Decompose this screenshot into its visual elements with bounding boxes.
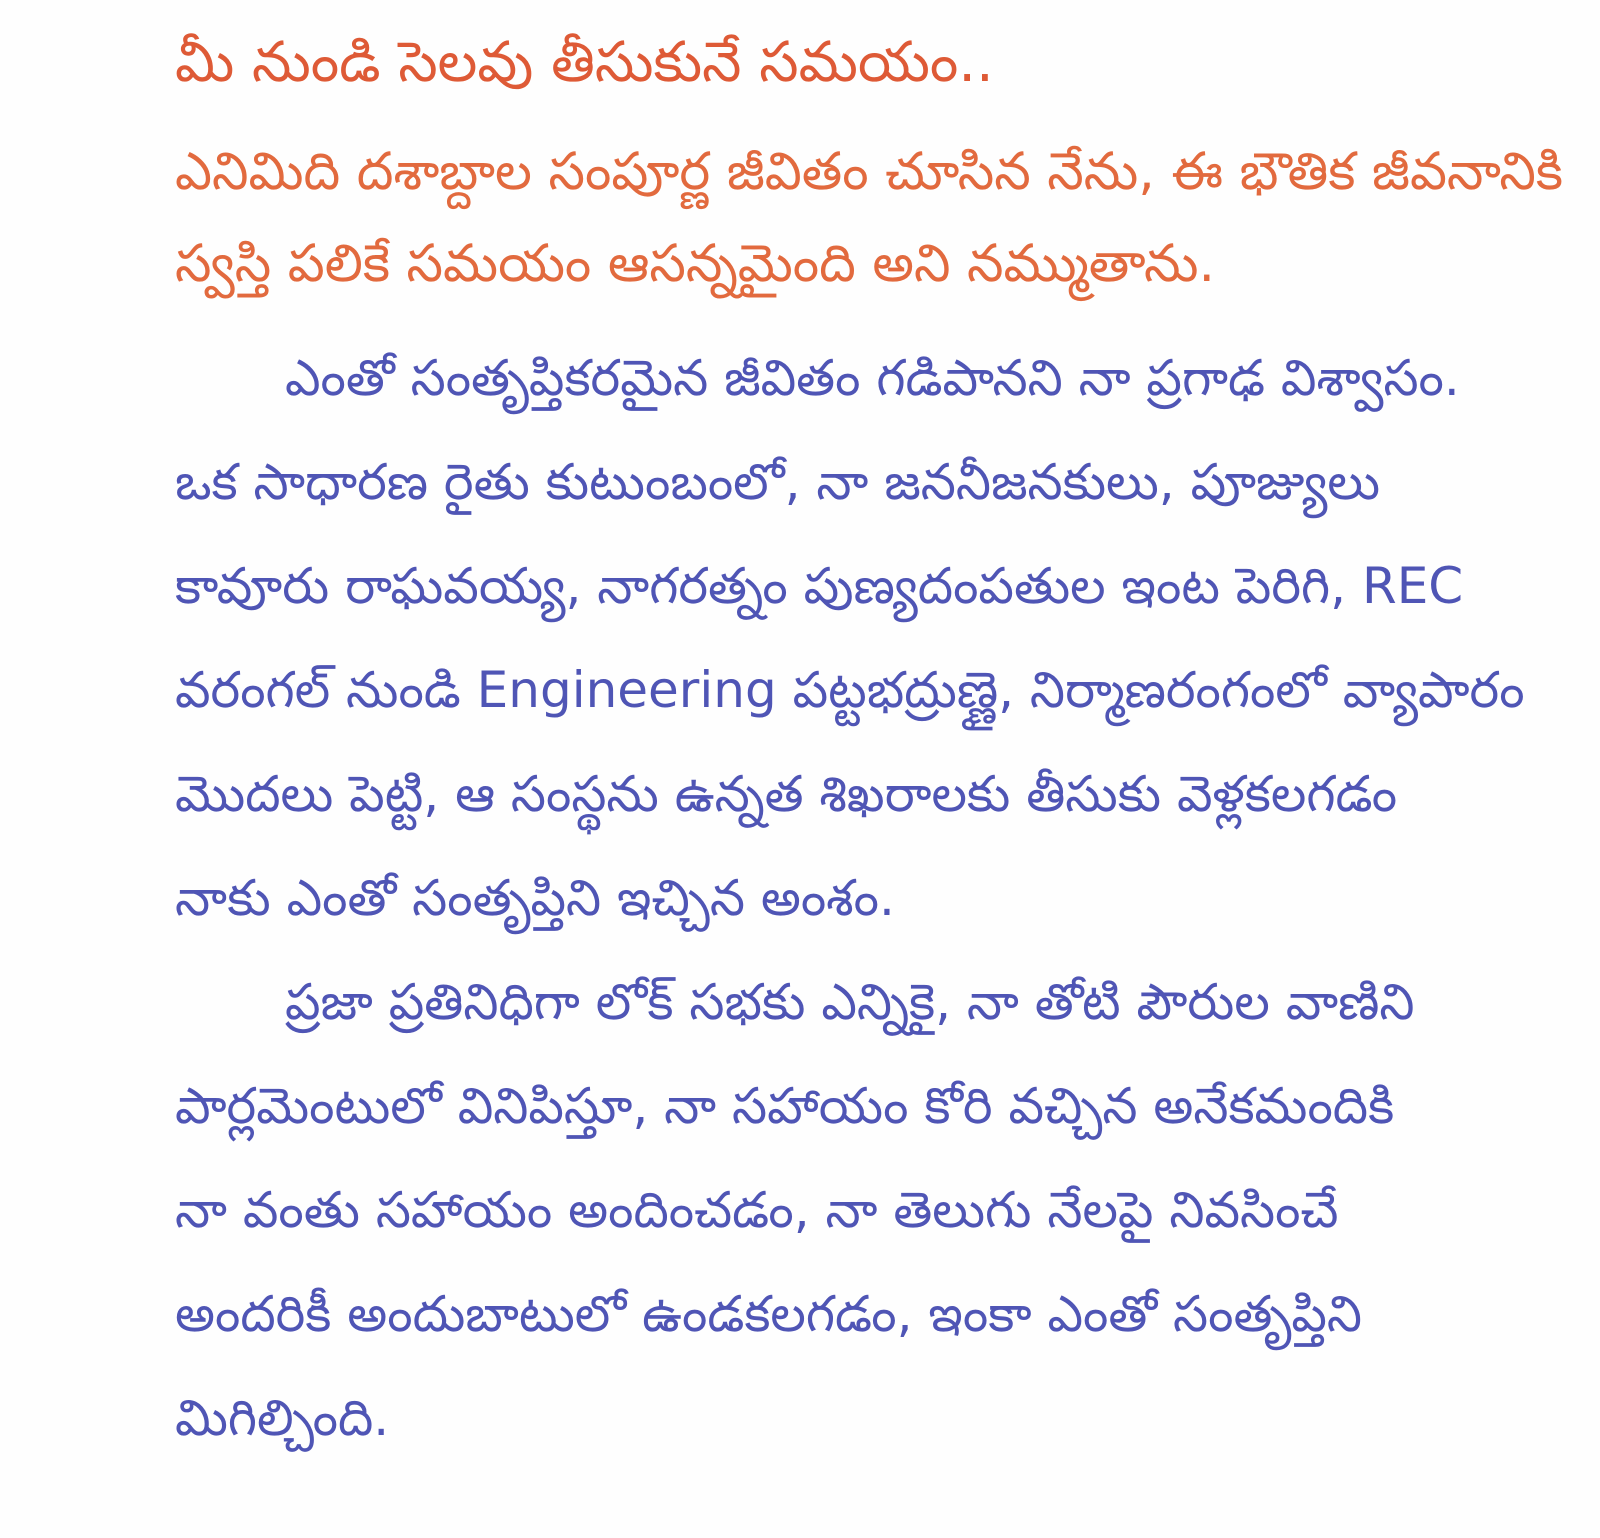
paragraph-2-line-1: ప్రజా ప్రతినిధిగా లోక్ సభకు ఎన్నికై, నా తోటి పౌరుల వాణిని (285, 973, 1415, 1031)
paragraph-1-line-6: నాకు ఎంతో సంతృప్తిని ఇచ్చిన అంశం. (175, 869, 895, 927)
paragraph-1-line-1: ఎంతో సంతృప్తికరమైన జీవితం గడిపానని నా ప్రగాఢ విశ్వాసం. (285, 349, 1460, 407)
paragraph-2-line-3: నా వంతు సహాయం అందించడం, నా తెలుగు నేలపై నివసించే (175, 1181, 1339, 1239)
paragraph-1-line-2: ఒక సాధారణ రైతు కుటుంబంలో, నా జననీజనకులు, పూజ్యులు (175, 453, 1381, 511)
spacer (175, 310, 1555, 326)
spacer (175, 108, 1555, 126)
paragraph-1-line-3: కావూరు రాఘవయ్య, నాగరత్నం పుణ్యదంపతుల ఇంట పెరిగి, REC (175, 557, 1464, 615)
intro-line-2: స్వస్తి పలికే సమయం ఆసన్నమైంది అని నమ్ముతాను. (175, 234, 1216, 294)
paragraph-2-line-4: అందరికీ అందుబాటులో ఉండకలగడం, ఇంకా ఎంతో సంతృప్తిని (175, 1285, 1363, 1343)
paragraph-1-line-4: వరంగల్ నుండి Engineering పట్టభద్రుణ్ణై, నిర్మాణరంగంలో వ్యాపారం (175, 661, 1525, 719)
intro-line-1: ఎనిమిది దశాబ్దాల సంపూర్ణ జీవితం చూసిన నేను, ఈ భౌతిక జీవనానికి (175, 142, 1563, 202)
paragraph-2-line-2: పార్లమెంటులో వినిపిస్తూ, నా సహాయం కోరి వచ్చిన అనేకమందికి (175, 1077, 1395, 1135)
paragraph-2-line-5: మిగిల్చింది. (175, 1389, 390, 1447)
paragraph-1-line-5: మొదలు పెట్టి, ఆ సంస్థను ఉన్నత శిఖరాలకు తీసుకు వెళ్లకలగడం (175, 765, 1398, 823)
letter-title: మీ నుండి సెలవు తీసుకునే సమయం.. (175, 30, 994, 95)
handwritten-text-block (175, 18, 1563, 1470)
